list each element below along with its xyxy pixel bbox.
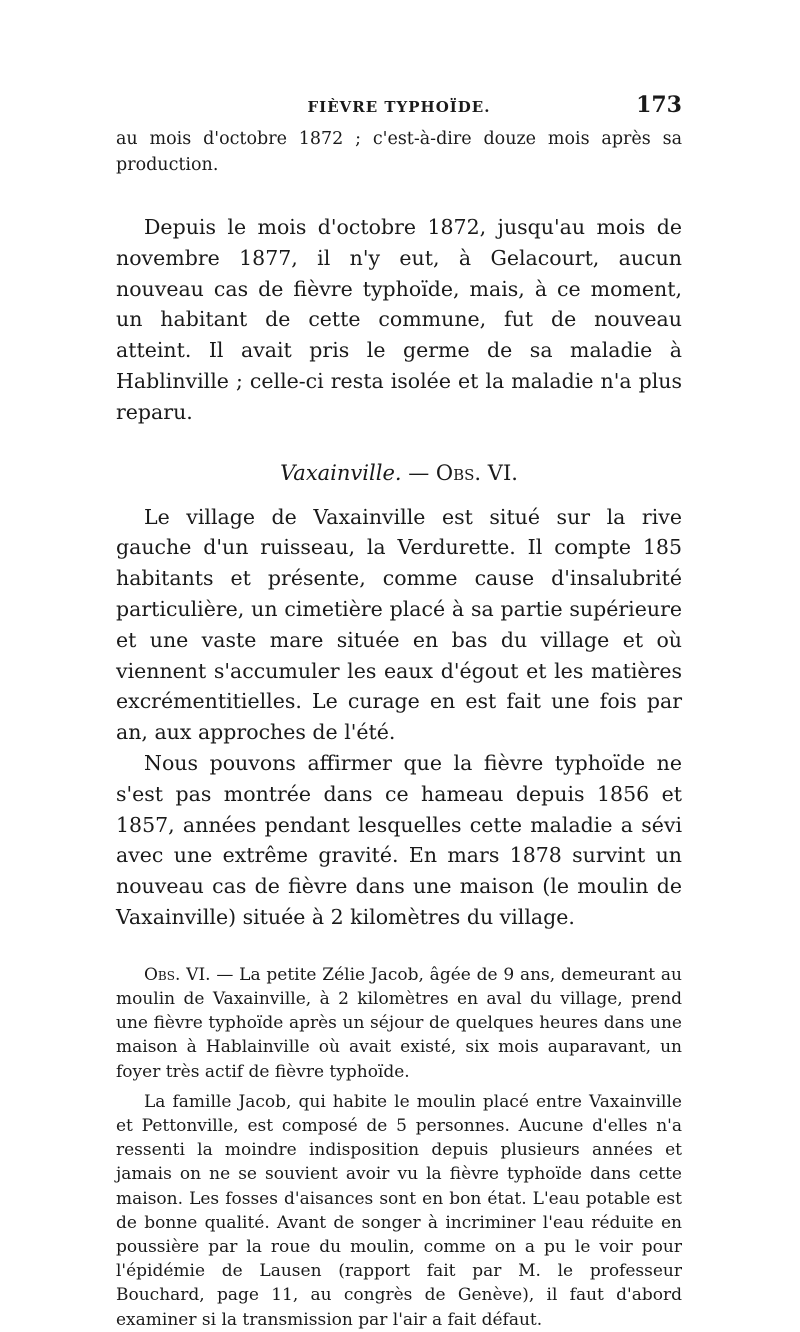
page-number: 173	[636, 92, 682, 118]
paragraph-family: La famille Jacob, qui habite le moulin placé entre Vaxainville et Pettonville, est composé de 5 personnes. Aucune d'elles n'a ressenti la moindre indisposition depuis plusieurs années et jamais on ne se souvient avoir vu la fièvre typhoïde dans cette maison. Les fosses d'aisances sont en bon état. L'eau potable est de bonne qualité. Avant de songer à incriminer l'eau réduite en poussière par la roue du moulin, comme on a pu le voir pour l'épidémie de Lausen (rapport fait par M. le professeur Bouchard, page 11, au congrès de Genève), il faut d'abord examiner si la transmission par l'air a fait défaut.	[116, 1091, 682, 1330]
continuation-text: au mois d'octobre 1872 ; c'est-à-dire douze mois après sa production.	[116, 129, 682, 175]
page-body	[116, 126, 682, 1332]
page-header	[116, 92, 682, 122]
observation-block	[116, 963, 682, 1332]
continuation-block	[116, 126, 682, 178]
paragraph-block-1	[116, 212, 682, 428]
observation-label: Obs. VI. —	[144, 964, 234, 985]
observation-paragraph	[116, 963, 682, 1084]
paragraph-village: Le village de Vaxainville est situé sur la rive gauche d'un ruisseau, la Verdurette. Il compte 185 habitants et présente, comme cause d'insalubrité particulière, un cimetière placé à sa partie supérieure et une vaste mare située en bas du village et où viennent s'accumuler les eaux d'égout et les matières excrémentitielles. Le curage en est fait une fois par an, aux approches de l'été.	[116, 504, 682, 745]
section-place: Vaxainville.	[280, 460, 402, 485]
paragraph-gelacourt: Depuis le mois d'octobre 1872, jusqu'au mois de novembre 1877, il n'y eut, à Gelacourt, aucun nouveau cas de fièvre typhoïde, mais, à ce moment, un habitant de cette commune, fut de nouveau atteint. Il avait pris le germe de sa maladie à Hablinville ; celle-ci resta isolée et la maladie n'a plus reparu.	[116, 215, 682, 424]
section-heading	[116, 458, 682, 488]
running-title: FIÈVRE TYPHOÏDE.	[307, 98, 491, 116]
section-obs: Obs. VI.	[435, 460, 518, 485]
observation-text: La petite Zélie Jacob, âgée de 9 ans, demeurant au moulin de Vaxainville, à 2 kilomètres en aval du village, prend une fièvre typhoïde après un séjour de quelques heures dans une maison à Hablainville où avait existé, six mois auparavant, un foyer très actif de fièvre typhoïde.	[116, 964, 682, 1082]
section-separator: —	[401, 460, 436, 485]
paragraph-block-2	[116, 502, 682, 933]
paragraph-history: Nous pouvons affirmer que la fièvre typhoïde ne s'est pas montrée dans ce hameau depuis 1856 et 1857, années pendant lesquelles cette maladie a sévi avec une extrême gravité. En mars 1878 survint un nouveau cas de fièvre dans une maison (le moulin de Vaxainville) située à 2 kilomètres du village.	[116, 750, 682, 929]
